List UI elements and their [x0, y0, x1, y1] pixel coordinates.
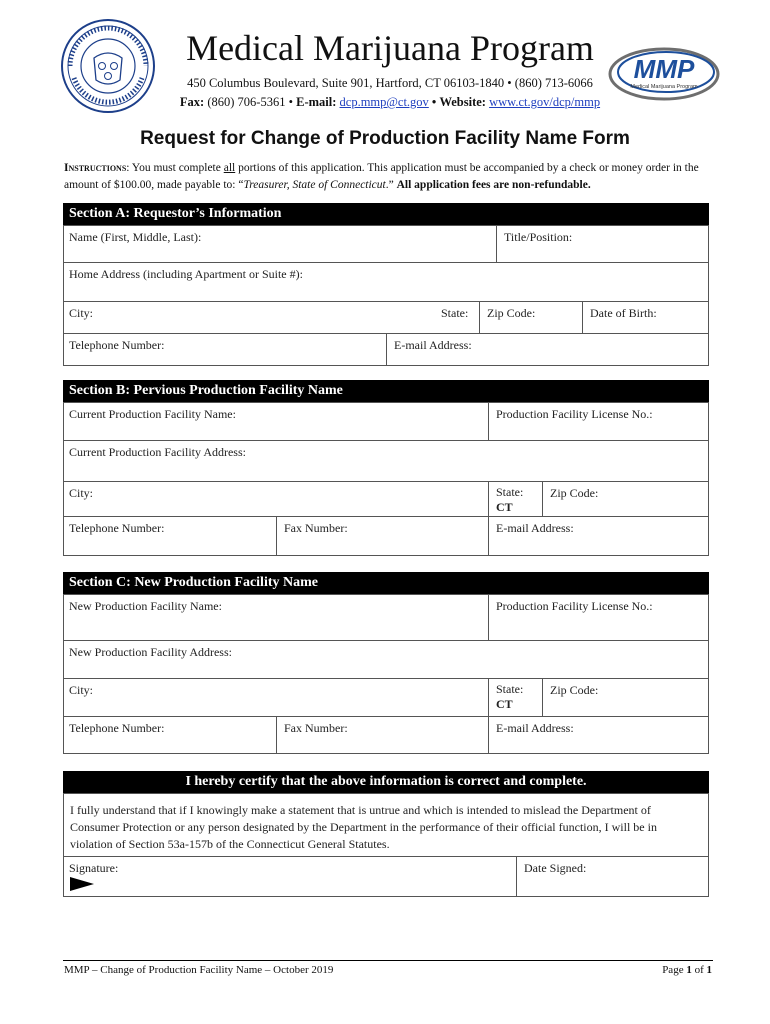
section-c-zip-field[interactable]: Zip Code:	[550, 683, 599, 697]
name-field[interactable]: Name (First, Middle, Last):	[69, 230, 202, 244]
section-a-zip-field[interactable]: Zip Code:	[487, 306, 536, 320]
new-facility-address-field[interactable]: New Production Facility Address:	[69, 645, 232, 659]
email-label: E-mail:	[296, 95, 337, 109]
page-number: 1	[686, 964, 692, 976]
footer-page-number	[600, 964, 712, 976]
section-a-city-field[interactable]: City:	[69, 306, 94, 320]
website-link[interactable]: www.ct.gov/dcp/mmp	[489, 95, 601, 109]
form-title: Request for Change of Production Facility Name Form	[140, 128, 630, 149]
current-facility-address-field[interactable]: Current Production Facility Address:	[69, 445, 246, 459]
section-b-telephone-field[interactable]: Telephone Number:	[69, 521, 165, 535]
current-facility-name-field[interactable]: Current Production Facility Name:	[69, 407, 236, 421]
section-c-state-field	[491, 679, 543, 716]
instructions	[64, 160, 714, 194]
instructions-text-1: : You must complete	[126, 162, 224, 174]
instructions-fee-note: All application fees are non-refundable.	[396, 179, 591, 191]
section-b-city-field[interactable]: City:	[69, 486, 94, 500]
sign-here-arrow-icon	[70, 876, 94, 892]
section-a-heading: Section A: Requestor’s Information	[63, 203, 709, 225]
mmp-logo	[608, 46, 720, 102]
fax-value: (860) 706-5361 •	[207, 95, 293, 109]
section-c-state-value: CT	[496, 697, 513, 711]
website-separator: •	[431, 95, 437, 109]
footer-form-id: MMP – Change of Production Facility Name – October 2019	[64, 964, 334, 976]
mmp-logo-text: MMP	[633, 54, 695, 84]
section-a-telephone-field[interactable]: Telephone Number:	[69, 338, 165, 352]
signature-field[interactable]	[64, 857, 514, 897]
new-facility-name-field[interactable]: New Production Facility Name:	[69, 599, 222, 613]
title-position-field[interactable]: Title/Position:	[504, 230, 573, 244]
section-c-city-field[interactable]: City:	[69, 683, 94, 697]
home-address-field[interactable]: Home Address (including Apartment or Suite #):	[69, 267, 303, 281]
section-b-zip-field[interactable]: Zip Code:	[550, 486, 599, 500]
email-link[interactable]: dcp.mmp@ct.gov	[339, 95, 429, 109]
section-b-state-value: CT	[496, 500, 513, 514]
section-c-fax-field[interactable]: Fax Number:	[284, 721, 348, 735]
website-label: Website:	[439, 95, 486, 109]
section-a-state-field[interactable]: State:	[441, 306, 469, 320]
section-c-email-field[interactable]: E-mail Address:	[496, 721, 574, 735]
section-c-heading: Section C: New Production Facility Name	[63, 572, 709, 594]
section-c-box	[63, 594, 709, 754]
section-c-telephone-field[interactable]: Telephone Number:	[69, 721, 165, 735]
instructions-text-2: portions of this application. This application must be accompanied by a check or money order in the amount of $100.00, made payable to: “	[64, 162, 699, 191]
section-b-state-field	[491, 482, 543, 516]
contact-line	[150, 95, 630, 110]
instructions-payee: Treasurer, State of Connecticut	[243, 179, 386, 191]
mmp-logo-subtext: Medical Marijuana Program	[630, 84, 698, 90]
date-of-birth-field[interactable]: Date of Birth:	[590, 306, 657, 320]
certification-text: I fully understand that if I knowingly make a statement that is untrue and which is intended to mislead the Department of Consumer Protection or any person designated by the Department in the performance of their official function, I will be in violation of Section 53a-157b of the Connecticut General Statutes.	[70, 803, 657, 851]
section-c-license-field[interactable]: Production Facility License No.:	[496, 599, 653, 613]
instructions-underlined: all	[223, 162, 236, 174]
page-total: 1	[706, 964, 712, 976]
section-b-heading: Section B: Pervious Production Facility Name	[63, 380, 709, 402]
section-b-box	[63, 402, 709, 556]
page-of-label: of	[694, 964, 704, 976]
section-c-state-label: State:	[496, 682, 524, 696]
section-a-email-field[interactable]: E-mail Address:	[394, 338, 472, 352]
section-b-license-field[interactable]: Production Facility License No.:	[496, 407, 653, 421]
certification-box	[63, 793, 709, 897]
address-line: 450 Columbus Boulevard, Suite 901, Hartford, CT 06103-1840 • (860) 713-6066	[187, 76, 593, 90]
instructions-text-3: .”	[385, 179, 397, 191]
section-b-email-field[interactable]: E-mail Address:	[496, 521, 574, 535]
section-b-fax-field[interactable]: Fax Number:	[284, 521, 348, 535]
certification-heading: I hereby certify that the above information is correct and complete.	[63, 771, 709, 793]
state-seal-logo	[60, 18, 156, 114]
footer-divider	[63, 960, 713, 961]
section-a-box	[63, 225, 709, 366]
signature-label: Signature:	[69, 861, 119, 875]
date-signed-field[interactable]: Date Signed:	[524, 861, 587, 875]
fax-label: Fax:	[179, 95, 205, 109]
section-b-state-label: State:	[496, 485, 524, 499]
instructions-label: Instructions	[64, 162, 127, 174]
program-title: Medical Marijuana Program	[186, 28, 594, 68]
page-label: Page	[662, 964, 684, 976]
